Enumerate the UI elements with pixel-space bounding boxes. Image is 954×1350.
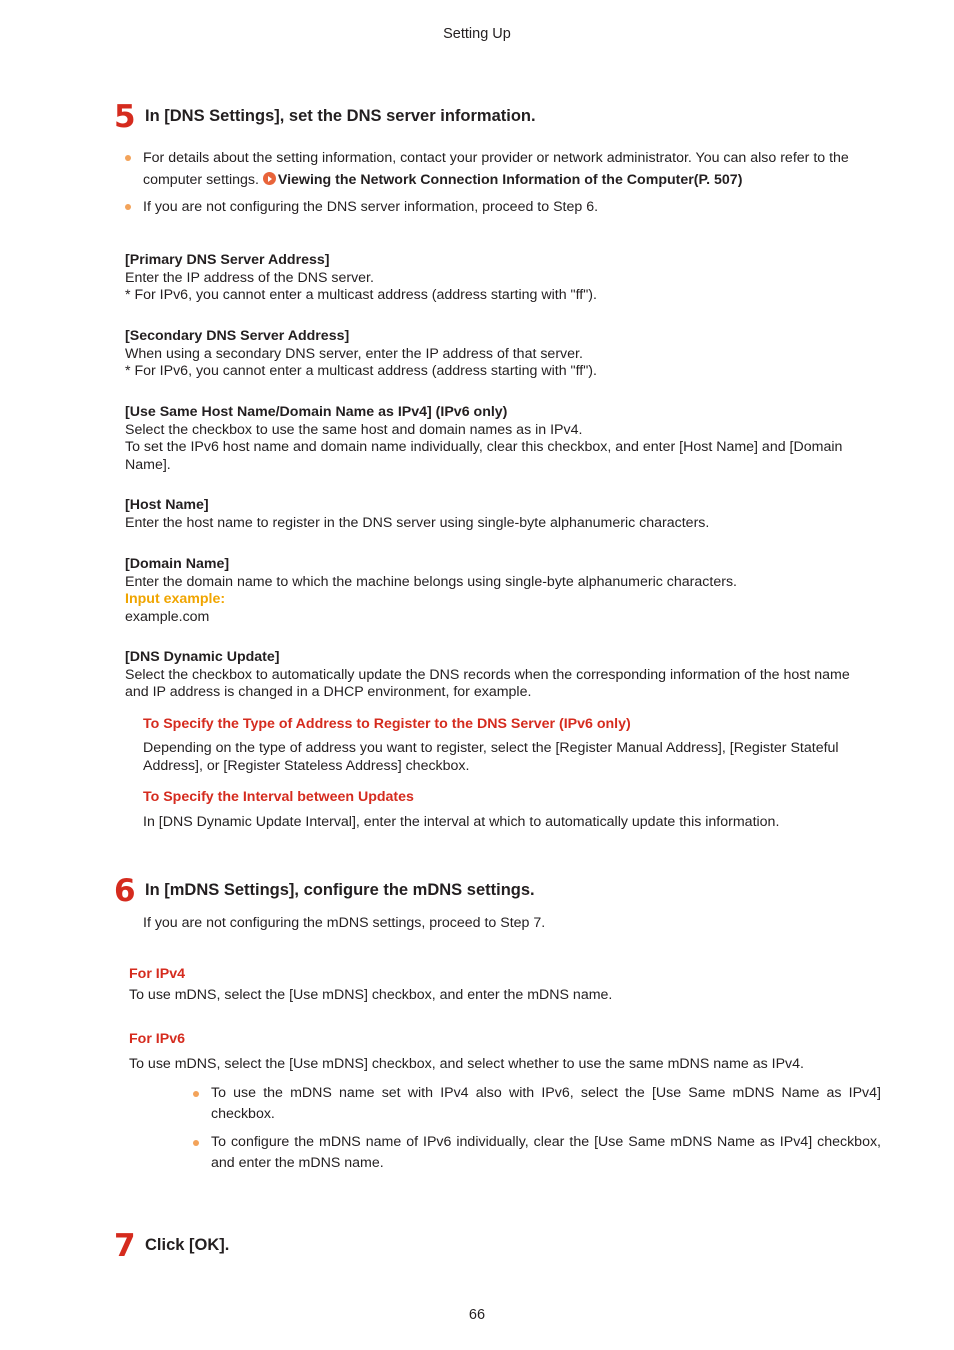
- bullet-icon: [193, 1140, 199, 1146]
- bullet-text: To configure the mDNS name of IPv6 individually, clear the [Use Same mDNS Name as IPv4] checkbox, and enter the mDNS name.: [211, 1134, 881, 1171]
- step-6-title: In [mDNS Settings], configure the mDNS settings.: [145, 881, 535, 899]
- page-number: 66: [468, 1307, 486, 1323]
- list-item: [193, 1083, 881, 1125]
- setting-name: [Use Same Host Name/Domain Name as IPv4] (IPv6 only): [125, 404, 508, 420]
- setting-desc: Enter the host name to register in the DNS server using single-byte alphanumeric characters.: [125, 514, 710, 531]
- setting-desc: To set the IPv6 host name and domain name individually, clear this checkbox, and enter [Host Name] and [Domain Name].: [125, 439, 843, 473]
- bullet-icon: [125, 155, 131, 161]
- link-arrow-icon: [263, 172, 276, 185]
- setting-name: [Secondary DNS Server Address]: [125, 328, 350, 344]
- bullet-text: To use the mDNS name set with IPv4 also with IPv6, select the [Use Same mDNS Name as IPv4] checkbox.: [211, 1085, 881, 1122]
- setting-secondary-dns: [125, 328, 875, 381]
- bullet-icon: [193, 1091, 199, 1097]
- input-example-label: Input example:: [125, 591, 226, 607]
- setting-primary-dns: [125, 252, 875, 305]
- step-5-bullets: [125, 147, 885, 223]
- step-7-title: Click [OK].: [145, 1236, 230, 1254]
- setting-dns-dynamic-update: [125, 649, 875, 702]
- sub-body-interval: In [DNS Dynamic Update Interval], enter the interval at which to automatically update this information.: [143, 814, 780, 830]
- ipv4-body: To use mDNS, select the [Use mDNS] checkbox, and enter the mDNS name.: [129, 987, 613, 1003]
- setting-desc: Enter the domain name to which the machine belongs using single-byte alphanumeric characters.: [125, 573, 737, 590]
- ipv6-heading: For IPv6: [129, 1031, 185, 1047]
- setting-desc: Select the checkbox to automatically update the DNS records when the corresponding information of the host name and IP address is changed in a DHCP environment, for example.: [125, 666, 850, 700]
- step-7-number: 7: [114, 1228, 136, 1264]
- setting-note: * For IPv6, you cannot enter a multicast address (address starting with "ff").: [125, 287, 597, 303]
- page-header: Setting Up: [443, 26, 511, 42]
- ipv6-bullets: [193, 1083, 881, 1181]
- sub-heading-address-type: To Specify the Type of Address to Register to the DNS Server (IPv6 only): [143, 716, 631, 732]
- list-item: [125, 196, 885, 218]
- ipv4-heading: For IPv4: [129, 966, 185, 982]
- setting-name: [Domain Name]: [125, 556, 230, 572]
- step-5-title: In [DNS Settings], set the DNS server information.: [145, 107, 536, 125]
- input-example-value: example.com: [125, 608, 210, 625]
- sub-heading-interval: To Specify the Interval between Updates: [143, 789, 414, 805]
- sub-body-address-type: Depending on the type of address you want to register, select the [Register Manual Address], [Register Stateful Address], or [Register Stateless Address] checkbox.: [143, 740, 839, 774]
- setting-desc: Enter the IP address of the DNS server.: [125, 269, 374, 286]
- step-5-number: 5: [114, 99, 136, 135]
- list-item: [193, 1132, 881, 1174]
- setting-host-name: [125, 497, 875, 532]
- setting-name: [DNS Dynamic Update]: [125, 649, 280, 665]
- setting-desc: Select the checkbox to use the same host and domain names as in IPv4.: [125, 421, 583, 438]
- setting-same-host: [125, 404, 875, 474]
- setting-name: [Primary DNS Server Address]: [125, 252, 330, 268]
- bullet-text: If you are not configuring the DNS server information, proceed to Step 6.: [143, 199, 599, 215]
- setting-name: [Host Name]: [125, 497, 209, 513]
- setting-domain-name: [125, 556, 875, 626]
- step-6-intro: If you are not configuring the mDNS settings, proceed to Step 7.: [143, 915, 546, 931]
- network-info-link[interactable]: Viewing the Network Connection Information of the Computer(P. 507): [277, 172, 743, 188]
- list-item: [125, 147, 885, 191]
- bullet-text: For details about the setting information, contact your provider or network administrator. You can also refer to the computer settings.: [143, 150, 849, 188]
- step-6-number: 6: [114, 873, 136, 909]
- bullet-icon: [125, 204, 131, 210]
- ipv6-body: To use mDNS, select the [Use mDNS] checkbox, and select whether to use the same mDNS name as IPv4.: [129, 1056, 804, 1072]
- setting-note: * For IPv6, you cannot enter a multicast address (address starting with "ff").: [125, 363, 597, 379]
- setting-desc: When using a secondary DNS server, enter the IP address of that server.: [125, 345, 583, 362]
